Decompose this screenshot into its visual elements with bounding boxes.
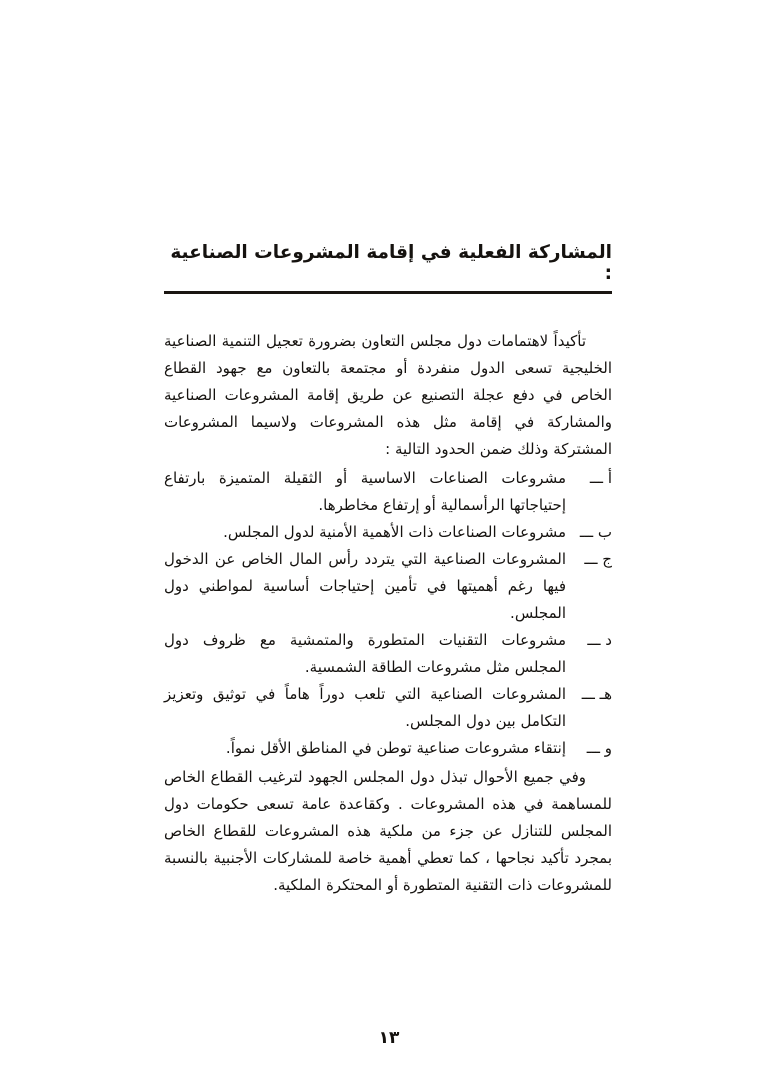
closing-paragraph: وفي جميع الأحوال تبذل دول المجلس الجهود لترغيب القطاع الخاص للمساهمة في هذه المشروعات . وكقاعدة عامة تسعى حكومات دول المجلس للتنازل عن جزء من ملكية هذه المشروعات للقطاع الخاص بمجرد تأكيد نجاحها ، كما تعطي أهمية خاصة للمشاركات الأجنبية بالنسبة للمشروعات ذات التقنية المتطورة أو المحتكرة الملكية. [164, 768, 612, 894]
list-item-text: المشروعات الصناعية التي تلعب دوراً هاماً في توثيق وتعزيز التكامل بين دول المجلس. [164, 685, 566, 730]
list-item [164, 519, 612, 546]
list-marker: د ـــ [587, 631, 612, 649]
list-item [164, 735, 612, 762]
list-item-text: إنتقاء مشروعات صناعية توطن في المناطق الأقل نمواً. [225, 739, 566, 757]
numbered-list [164, 465, 612, 762]
page-number: ١٣ [378, 1028, 400, 1048]
list-marker: ب ـــ [579, 523, 612, 541]
list-marker: و ـــ [586, 739, 612, 757]
list-item [164, 627, 612, 681]
page-content [164, 242, 612, 899]
list-item [164, 465, 612, 519]
list-item [164, 546, 612, 627]
list-item-text: مشروعات الصناعات الاساسية أو الثقيلة المتميزة بارتفاع إحتياجاتها الرأسمالية أو إرتفاع مخاطرها. [164, 469, 566, 514]
list-marker: ج ـــ [584, 550, 612, 568]
list-item [164, 681, 612, 735]
intro-paragraph: تأكيداً لاهتمامات دول مجلس التعاون بضرورة تعجيل التنمية الصناعية الخليجية تسعى الدول منفردة أو مجتمعة بالتعاون مع جهود القطاع الخاص في دفع عجلة التصنيع عن طريق إقامة المشروعات الصناعية والمشاركة في إقامة مثل هذه المشروعات ولاسيما المشروعات المشتركة وذلك ضمن الحدود التالية : [164, 332, 612, 458]
page-title: المشاركة الفعلية في إقامة المشروعات الصناعية : [164, 242, 612, 294]
list-marker: أ ـــ [589, 469, 612, 487]
list-item-text: مشروعات الصناعات ذات الأهمية الأمنية لدول المجلس. [223, 523, 566, 541]
list-item-text: المشروعات الصناعية التي يتردد رأس المال الخاص عن الدخول فيها رغم أهميتها في تأمين إحتياجات أساسية لمواطني دول المجلس. [164, 550, 566, 622]
list-item-text: مشروعات التقنيات المتطورة والمتمشية مع ظروف دول المجلس مثل مشروعات الطاقة الشمسية. [164, 631, 566, 676]
list-marker: هـ ـــ [581, 685, 612, 703]
